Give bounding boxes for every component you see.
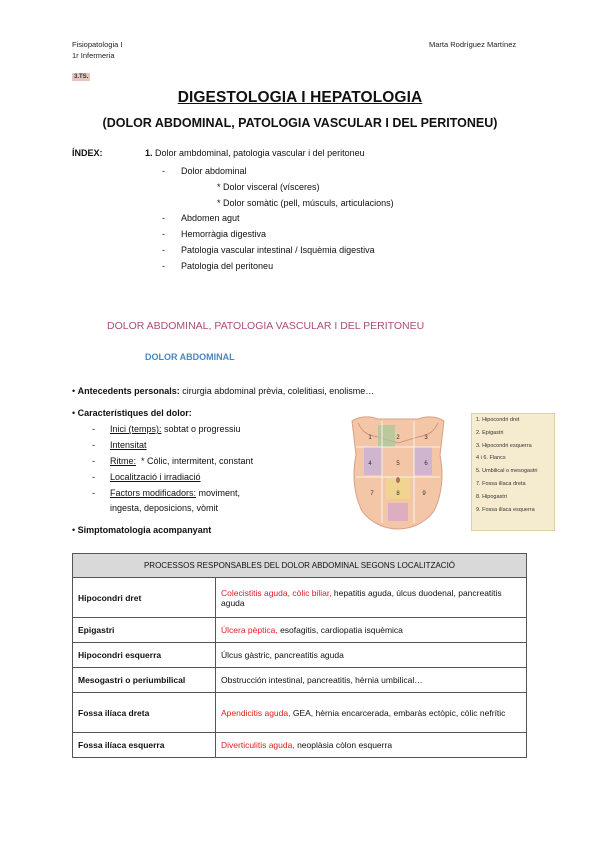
legend-item: 8. Hipogastri bbox=[476, 493, 507, 500]
process-cell bbox=[216, 643, 527, 668]
antecedents-line bbox=[72, 383, 374, 399]
region-number: 9 bbox=[422, 491, 426, 497]
processes-table bbox=[72, 553, 527, 758]
process-cell bbox=[216, 668, 527, 693]
bullet-dot: • bbox=[72, 525, 76, 535]
subsection-title: DOLOR ABDOMINAL bbox=[145, 352, 235, 362]
char-inici bbox=[110, 421, 241, 437]
simptomatologia-line bbox=[72, 522, 211, 538]
char-localitzacio: Localització i irradiació bbox=[110, 472, 201, 482]
zone-cell: Mesogastri o periumbilical bbox=[73, 668, 216, 693]
char-factors-cont: ingesta, deposicions, vòmit bbox=[110, 503, 219, 513]
bullet-dot: • bbox=[72, 408, 76, 418]
process-cell bbox=[216, 693, 527, 733]
region-number: 1 bbox=[368, 435, 372, 441]
char-factors bbox=[110, 485, 240, 501]
index-dash: - bbox=[162, 229, 165, 239]
char-dash: - bbox=[92, 472, 95, 482]
index-item-1-number: 1. bbox=[145, 148, 153, 158]
page-title: DIGESTOLOGIA I HEPATOLOGIA bbox=[177, 89, 423, 106]
table-row bbox=[73, 668, 527, 693]
char-ritme-text: * Còlic, intermitent, constant bbox=[136, 456, 254, 466]
legend-item: 1. Hipocondri dret bbox=[476, 417, 520, 423]
index-sub-peritoneu: Patologia del peritoneu bbox=[181, 261, 274, 271]
char-inici-text: sobtat o progressiu bbox=[161, 424, 241, 434]
index-sub-hemorragia: Hemorràgia digestiva bbox=[181, 229, 267, 239]
index-item-1-text: Dolor ambdominal, patologia vascular i del peritoneu bbox=[155, 148, 365, 158]
index-sub-vascular: Patologia vascular intestinal / Isquèmia digestiva bbox=[181, 245, 375, 255]
process-red: Apendicitis aguda, bbox=[221, 707, 291, 718]
index-sub-somatic bbox=[217, 194, 394, 212]
index-sub-agut: Abdomen agut bbox=[181, 213, 240, 223]
bullet-dot: • bbox=[72, 386, 76, 396]
process-red: Úlcera pèptica, bbox=[221, 625, 278, 635]
char-dash: - bbox=[92, 440, 95, 450]
table-row bbox=[73, 618, 527, 643]
regions-legend bbox=[471, 413, 555, 531]
table-row bbox=[73, 643, 527, 668]
process-text: neoplàsia còlon esquerra bbox=[294, 740, 393, 750]
index-dash: - bbox=[162, 245, 165, 255]
index-sub-visceral-text: Dolor visceral (vísceres) bbox=[223, 182, 320, 192]
region-number: 4 bbox=[368, 461, 372, 467]
index-item-1 bbox=[145, 144, 365, 162]
process-text: esofagitis, cardiopatia isquèmica bbox=[277, 625, 403, 635]
star-bullet: * bbox=[217, 198, 221, 208]
process-red: Diverticulitis aguda, bbox=[221, 740, 295, 750]
zone-cell: Epigastri bbox=[73, 618, 216, 643]
process-red: Colecistitis aguda, còlic biliar, bbox=[221, 587, 332, 598]
process-text: hepatitis aguda, úlcus duodenal, pancreatitis aguda bbox=[221, 587, 502, 608]
char-factors-text: moviment, bbox=[196, 488, 241, 498]
region-number: 8 bbox=[396, 491, 400, 497]
region-number: 3 bbox=[424, 435, 428, 441]
index-sub-somatic-text: Dolor somàtic (pell, músculs, articulacions) bbox=[223, 198, 394, 208]
region-number: 2 bbox=[396, 435, 400, 441]
index-sub-dolor: Dolor abdominal bbox=[181, 166, 247, 176]
index-dash: - bbox=[162, 213, 165, 223]
index-dash: - bbox=[162, 166, 165, 176]
zone-cell: Fossa ilíaca esquerra bbox=[73, 733, 216, 758]
table-row bbox=[73, 693, 527, 733]
zone-cell: Hipocondri esquerra bbox=[73, 643, 216, 668]
index-dash: - bbox=[162, 261, 165, 271]
char-ritme bbox=[110, 453, 253, 469]
table-header: PROCESSOS RESPONSABLES DEL DOLOR ABDOMINAL SEGONS LOCALITZACIÓ bbox=[73, 554, 527, 578]
star-bullet: * bbox=[217, 182, 221, 192]
legend-item: 2. Epigastri bbox=[476, 429, 504, 436]
char-dash: - bbox=[92, 456, 95, 466]
region-number: 7 bbox=[370, 491, 374, 497]
process-text: GEA, hèrnia encarcerada, embaràs ectòpic, còlic nefrític bbox=[290, 707, 506, 718]
antecedents-text: cirurgia abdominal prèvia, colelitiasi, enolisme… bbox=[179, 386, 375, 396]
zone-cell: Hipocondri dret bbox=[73, 578, 216, 618]
char-dash: - bbox=[92, 488, 95, 498]
legend-item: 5. Umbilical o mesogastri bbox=[476, 468, 538, 475]
char-intensitat: Intensitat bbox=[110, 440, 147, 450]
char-dash: - bbox=[92, 424, 95, 434]
char-factors-label: Factors modificadors: bbox=[110, 488, 197, 498]
legend-item: 9. Fossa ilíaca esquerra bbox=[476, 506, 535, 513]
abdomen-regions-illustration bbox=[348, 415, 448, 530]
process-cell bbox=[216, 578, 527, 618]
process-cell bbox=[216, 618, 527, 643]
header-course: Fisiopatologia I bbox=[72, 40, 123, 49]
topic-badge: 3.TS. bbox=[74, 74, 89, 80]
section-title: DOLOR ABDOMINAL, PATOLOGIA VASCULAR I DEL PERITONEU bbox=[107, 320, 425, 332]
char-ritme-label: Ritme: bbox=[110, 456, 137, 466]
page-subtitle: (DOLOR ABDOMINAL, PATOLOGIA VASCULAR I DEL PERITONEU) bbox=[102, 116, 498, 130]
header-year: 1r Infermeria bbox=[72, 51, 115, 60]
process-text: Obstrucción intestinal, pancreatitis, hèrnia umbilical… bbox=[221, 675, 423, 685]
table-row bbox=[73, 578, 527, 618]
caracteristiques-label: Característiques del dolor: bbox=[77, 408, 192, 418]
table-header-row bbox=[73, 554, 527, 578]
caracteristiques-line bbox=[72, 405, 192, 421]
table-row bbox=[73, 733, 527, 758]
zone-cell: Fossa ilíaca dreta bbox=[73, 693, 216, 733]
process-cell bbox=[216, 733, 527, 758]
region-number: 5 bbox=[396, 461, 400, 467]
char-inici-label: Inici (temps): bbox=[110, 424, 162, 434]
header-author: Marta Rodríguez Martínez bbox=[429, 40, 517, 49]
process-text: Úlcus gàstric, pancreatitis aguda bbox=[221, 650, 344, 660]
index-label: ÍNDEX: bbox=[72, 148, 103, 158]
region-number: 6 bbox=[424, 461, 428, 467]
legend-item: 7. Fossa ilíaca dreta bbox=[476, 480, 526, 487]
legend-item: 4 i 6. Flancs bbox=[476, 455, 506, 462]
antecedents-label: Antecedents personals: bbox=[77, 386, 180, 396]
simptomatologia-label: Simptomatologia acompanyant bbox=[77, 525, 212, 535]
legend-item: 3. Hipocondri esquerra bbox=[476, 442, 532, 449]
